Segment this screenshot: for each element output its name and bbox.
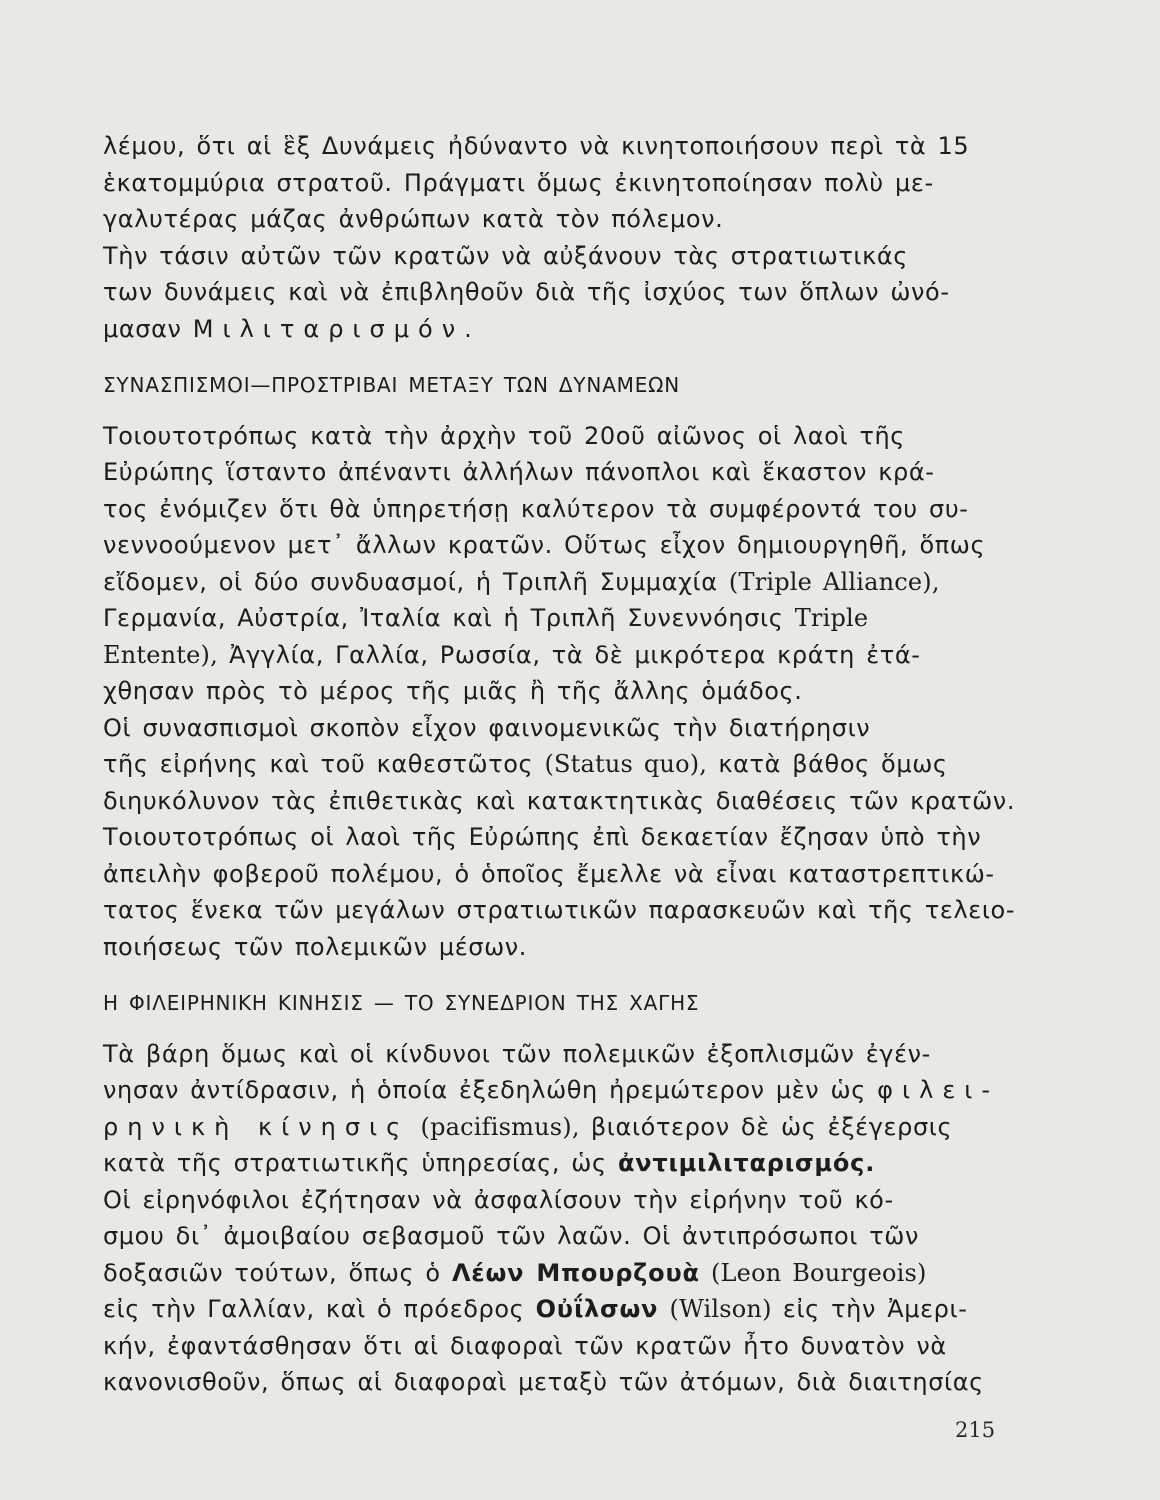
text-fragment: εἴδομεν, οἱ δύο συνδυασμοί, ἡ Τριπλῆ Συμμαχία <box>103 567 718 596</box>
text-fragment: νησαν ἀντίδρασιν, ἡ ὁποία ἐξεδηλώθη ἠρεμώτερον μὲν ὡς <box>103 1076 866 1104</box>
text-line: κανονισθοῦν, ὅπως αἱ διαφοραὶ μεταξὺ τῶν ἀτόμων, διὰ διαιτησίας <box>103 1368 984 1396</box>
bold-name: Οὐΐλσων <box>535 1295 659 1323</box>
text-fragment: μασαν <box>103 314 182 343</box>
text-fragment: κατὰ τῆς στρατιωτικῆς ὑπηρεσίας, ὡς <box>103 1149 607 1177</box>
spaced-term: ρηνικὴ κίνησις <box>103 1112 410 1141</box>
text-line <box>103 600 1010 637</box>
paragraph-alliances <box>103 418 1010 710</box>
text-fragment: βιαιότερον δὲ ὡς ἐξέγερσις <box>590 1112 953 1141</box>
text-line: γαλυτέρας μάζας ἀνθρώπων κατὰ τὸν πόλεμον. <box>103 205 724 233</box>
text-line <box>103 1291 1010 1328</box>
text-line <box>103 311 1010 348</box>
text-line: σμου δι᾽ ἀμοιβαίου σεβασμοῦ τῶν λαῶν. Οἱ ἀντιπρόσωποι τῶν <box>103 1222 919 1250</box>
paragraph-pacifism <box>103 1036 1010 1182</box>
latin-term: (Status quo), <box>544 750 708 778</box>
text-fragment: εἰς τὴν Ἀμερι- <box>782 1295 968 1323</box>
text-line: Οἱ εἰρηνόφιλοι ἐζήτησαν νὰ ἀσφαλίσουν τὴν εἰρήνην τοῦ κό- <box>103 1185 894 1214</box>
text-line: διηυκόλυνον τὰς ἐπιθετικὰς καὶ κατακτητικὰς διαθέσεις τῶν κρατῶν. <box>103 786 1016 815</box>
text-line: Εὐρώπης ἵσταντο ἀπέναντι ἀλλήλων πάνοπλοι καὶ ἕκαστον κρά- <box>103 458 935 486</box>
latin-term: (Triple Alliance), <box>728 567 940 596</box>
text-line <box>103 1109 1010 1146</box>
text-line: χθησαν πρὸς τὸ μέρος τῆς μιᾶς ἢ τῆς ἄλλης ὁμάδος. <box>103 677 803 705</box>
text-fragment: Γερμανία, Αὐστρία, Ἰταλία καὶ ἡ Τριπλῆ Συνεννόησις <box>103 604 784 632</box>
text-line <box>103 637 1010 674</box>
text-line: τατος ἕνεκα τῶν μεγάλων στρατιωτικῶν παρασκευῶν καὶ τῆς τελειο- <box>103 896 1016 924</box>
spaced-term: Μιλιταρισμόν. <box>192 314 481 343</box>
paragraph-militarism <box>103 238 1010 348</box>
page-body <box>103 128 1016 1401</box>
text-line <box>103 1072 1010 1109</box>
text-fragment: κατὰ βάθος ὅμως <box>718 750 948 778</box>
paragraph-peace-advocates <box>103 1182 1010 1401</box>
text-line: τος ἐνόμιζεν ὅτι θὰ ὑπηρετήσῃ καλύτερον τὰ συμφέροντά του συ- <box>103 494 969 523</box>
text-fragment: δοξασιῶν τούτων, ὅπως ὁ <box>103 1258 441 1287</box>
text-line: Τὰ βάρη ὅμως καὶ οἱ κίνδυνοι τῶν πολεμικῶν ἐξοπλισμῶν ἐγέν- <box>103 1039 931 1068</box>
latin-term: (pacifismus), <box>420 1112 580 1141</box>
text-line: νεννοούμενον μετ᾽ ἄλλων κρατῶν. Οὕτως εἶχον δημιουργηθῆ, ὅπως <box>103 531 986 559</box>
page-number: 215 <box>955 1418 996 1442</box>
text-line: κήν, ἐφαντάσθησαν ὅτι αἱ διαφοραὶ τῶν κρατῶν ἦτο δυνατὸν νὰ <box>103 1331 947 1360</box>
latin-term: Entente), <box>103 640 218 669</box>
spaced-term: φιλει- <box>877 1076 1000 1104</box>
text-fragment: εἰς τὴν Γαλλίαν, καὶ ὁ πρόεδρος <box>103 1295 525 1323</box>
text-line: Τοιουτοτρόπως κατὰ τὴν ἀρχὴν τοῦ 20οῦ αἰῶνος οἱ λαοὶ τῆς <box>103 421 905 450</box>
text-line: Τοιουτοτρόπως οἱ λαοὶ τῆς Εὐρώπης ἐπὶ δεκαετίαν ἔζησαν ὑπὸ τὴν <box>103 823 982 851</box>
latin-term: Triple <box>794 604 869 632</box>
text-line: ἑκατομμύρια στρατοῦ. Πράγματι ὅμως ἐκινητοποίησαν πολὺ με- <box>103 168 934 197</box>
text-line <box>103 1145 1010 1182</box>
text-line: ποιήσεως τῶν πολεμικῶν μέσων. <box>103 932 528 961</box>
section-heading-peace-movement: Η ΦΙΛΕΙΡΗΝΙΚΗ ΚΙΝΗΣΙΣ — ΤΟ ΣΥΝΕΔΡΙΟΝ ΤΗΣ ΧΑΓΗΣ <box>103 991 700 1015</box>
text-line <box>103 564 1010 601</box>
latin-term: (Wilson) <box>669 1295 772 1323</box>
text-line <box>103 1255 1010 1292</box>
paragraph-status-quo <box>103 710 1016 966</box>
section-heading-alliances: ΣΥΝΑΣΠΙΣΜΟΙ—ΠΡΟΣΤΡΙΒΑΙ ΜΕΤΑΞΥ ΤΩΝ ΔΥΝΑΜΕΩΝ <box>103 373 681 397</box>
text-line: Τὴν τάσιν αὐτῶν τῶν κρατῶν νὰ αὐξάνουν τὰς στρατιωτικάς <box>103 241 908 270</box>
text-line: λέμου, ὅτι αἱ ἓξ Δυνάμεις ἠδύναντο νὰ κινητοποιήσουν περὶ τὰ 15 <box>103 132 970 160</box>
latin-term: (Leon Bourgeois) <box>710 1258 927 1287</box>
text-line <box>103 746 1010 783</box>
text-line: ἀπειλὴν φοβεροῦ πολέμου, ὁ ὁποῖος ἔμελλε νὰ εἶναι καταστρεπτικώ- <box>103 859 995 888</box>
opening-paragraph <box>103 128 1010 238</box>
text-fragment: τῆς εἰρήνης καὶ τοῦ καθεστῶτος <box>103 750 534 778</box>
bold-term: ἀντιμιλιταρισμός. <box>617 1149 876 1177</box>
text-line: Οἱ συνασπισμοὶ σκοπὸν εἶχον φαινομενικῶς τὴν διατήρησιν <box>103 713 871 742</box>
bold-name: Λέων Μπουρζουὰ <box>451 1258 700 1287</box>
text-fragment: Ἀγγλία, Γαλλία, Ρωσσία, τὰ δὲ μικρότερα κράτη ἐτά- <box>229 640 921 669</box>
text-line: των δυνάμεις καὶ νὰ ἐπιβληθοῦν διὰ τῆς ἰσχύος των ὅπλων ὠνό- <box>103 278 950 306</box>
